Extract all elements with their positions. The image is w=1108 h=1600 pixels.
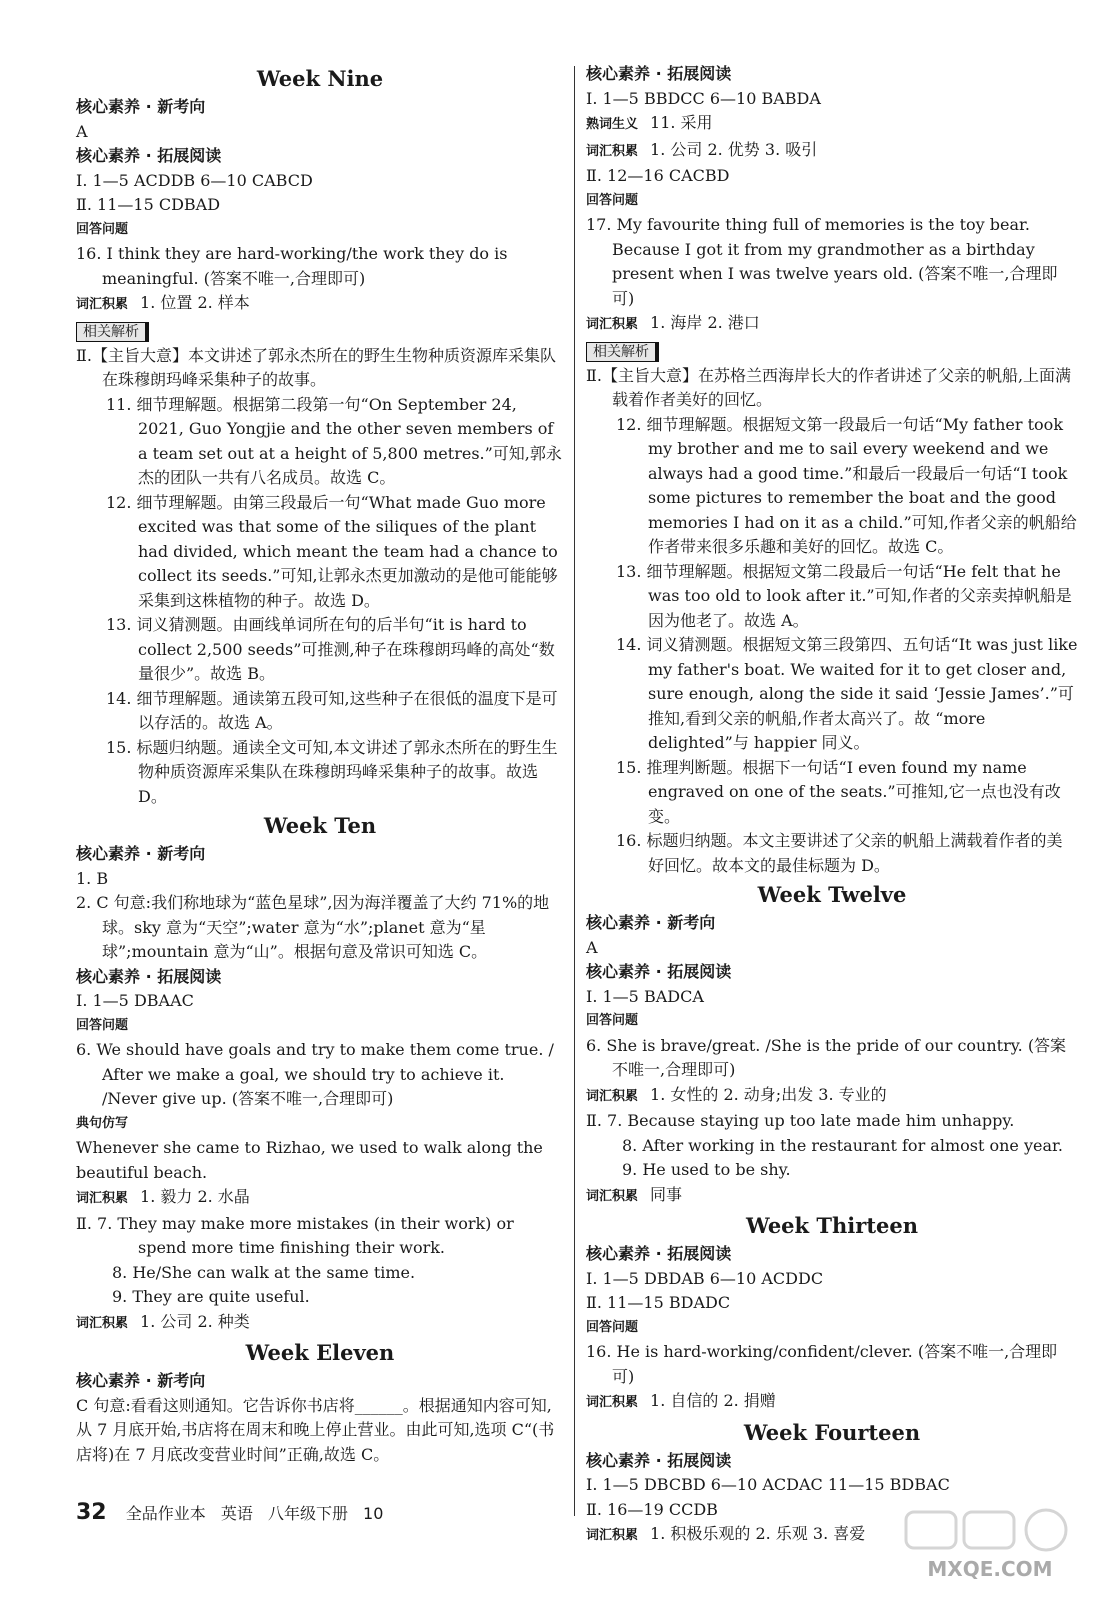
answer-item: 8. He/She can walk at the same time. bbox=[112, 1262, 416, 1282]
answer-item: 6. She is brave/great. /She is the pride of our country. (答案不唯一,合理即可) bbox=[586, 1035, 1067, 1079]
week-eleven-title: Week Eleven bbox=[245, 1340, 395, 1365]
answer-line: Ⅱ. 11—15 BDADC bbox=[586, 1293, 731, 1312]
answer-item: 2. C 句意:我们称地球为“蓝色星球”,因为海洋覆盖了大约 71%的地球。sky 意为“天空”;water 意为“水”;planet 意为“星球”;mountain 意为“山”。根据句意及常识可知选 C。 bbox=[76, 893, 550, 961]
left-column bbox=[76, 62, 564, 1467]
vocab-text: 同事 bbox=[650, 1184, 683, 1204]
answer-item: 6. We should have goals and try to make them come true. / After we make a goal, we should try to achieve it. /Never give up. (答案不唯一,合理即可) bbox=[76, 1040, 554, 1108]
answer-item: 17. My favourite thing full of memories is the toy bear. Because I got it from my grandmother as a birthday present when I was twelve years old. (答案不唯一,合理即可) bbox=[586, 215, 1058, 308]
sub-heading: 回答问题 bbox=[586, 1319, 639, 1335]
analysis-item: 14. 细节理解题。通读第五段可知,这些种子在很低的温度下是可以存活的。故选 A。 bbox=[106, 688, 558, 732]
sub-heading: 熟词生义 bbox=[586, 117, 639, 132]
vocab-line bbox=[586, 311, 1078, 338]
analysis-item: 15. 标题归纳题。通读全文可知,本文讲述了郭永杰所在的野生生物种质资源库采集队在珠穆朗玛峰采集种子的故事。故选 D。 bbox=[106, 737, 558, 806]
answer-line: Ⅰ. 1—5 DBCBD 6—10 ACDAC 11—15 BDBAC bbox=[586, 1475, 950, 1494]
section-heading: 核心素养 · 新考向 bbox=[76, 844, 206, 863]
section-heading: 核心素养 · 新考向 bbox=[76, 97, 206, 116]
sub-heading: 词汇积累 bbox=[76, 297, 129, 312]
vocab-text: 1. 位置 2. 样本 bbox=[140, 293, 250, 312]
answer-line: Ⅱ. 12—16 CACBD bbox=[586, 166, 730, 185]
vocab-text: 1. 女性的 2. 动身;出发 3. 专业的 bbox=[650, 1084, 887, 1104]
answer-line: Ⅰ. 1—5 BADCA bbox=[586, 986, 704, 1006]
section-heading: 核心素养 · 拓展阅读 bbox=[586, 1450, 732, 1470]
section-heading: 核心素养 · 拓展阅读 bbox=[586, 64, 732, 83]
vocab-text: 1. 积极乐观的 2. 乐观 3. 喜爱 bbox=[650, 1524, 866, 1543]
analysis-item: 12. 细节理解题。根据短文第一段最后一句话“My father took my brother and me to sail every weekend and we always had a good time.”和最后一段最后一句话“I took some pictures to remember the boat and the good memories I had on it as a child.”可知,作者父亲的帆船给作者带来很多乐趣和美好的回忆。故选 C。 bbox=[616, 414, 1077, 556]
section-heading: 核心素养 · 拓展阅读 bbox=[76, 966, 222, 986]
analysis-summary: Ⅱ.【主旨大意】本文讲述了郭永杰所在的野生生物种质资源库采集队在珠穆朗玛峰采集种子的故事。 bbox=[76, 345, 556, 389]
answer-item: 8. After working in the restaurant for almost one year. bbox=[622, 1135, 1063, 1155]
answer-line: Ⅰ. 1—5 DBAAC bbox=[76, 991, 194, 1010]
analysis-badge: 相关解析 bbox=[586, 342, 656, 362]
sub-heading: 词汇积累 bbox=[76, 1315, 129, 1331]
vocab-line bbox=[586, 1083, 1078, 1110]
subject-label: 英语 bbox=[220, 1504, 253, 1523]
vocab-text: 1. 毅力 2. 水晶 bbox=[140, 1187, 250, 1206]
vocab-text: 1. 公司 2. 种类 bbox=[140, 1311, 250, 1331]
sub-heading: 词汇积累 bbox=[586, 1395, 639, 1410]
week-fourteen-title: Week Fourteen bbox=[743, 1419, 921, 1445]
vocab-line bbox=[76, 1310, 564, 1337]
sub-heading: 典句仿写 bbox=[76, 1115, 129, 1131]
sub-heading: 回答问题 bbox=[76, 221, 129, 237]
answer-line: Ⅱ. 11—15 CDBAD bbox=[76, 195, 221, 214]
answer-item: C 句意:看看这则通知。它告诉你书店将______。根据通知内容可知,从 7 月底开始,书店将在周末和晚上停止营业。由此可知,选项 C“(书店将)在 7 月底改变营业时间”正确,故选 C。 bbox=[76, 1395, 555, 1464]
vocab-text: 1. 公司 2. 优势 3. 吸引 bbox=[650, 139, 818, 159]
book-title: 全品作业本 bbox=[125, 1504, 206, 1523]
vocab-text: 11. 采用 bbox=[650, 113, 713, 132]
analysis-item: 11. 细节理解题。根据第二段第一句“On September 24, 2021, Guo Yongjie and the other seven members of a team set out at a height of 5,800 metres.”可知,郭永杰的团队一共有八名成员。故选 C。 bbox=[106, 394, 562, 487]
analysis-summary: Ⅱ.【主旨大意】在苏格兰西海岸长大的作者讲述了父亲的帆船,上面满载着作者美好的回忆。 bbox=[586, 365, 1072, 409]
section-heading: 核心素养 · 拓展阅读 bbox=[586, 1244, 732, 1263]
page-footer bbox=[76, 1500, 393, 1525]
week-twelve-title: Week Twelve bbox=[757, 882, 907, 907]
section-heading: 核心素养 · 拓展阅读 bbox=[76, 146, 222, 165]
section-heading: 核心素养 · 新考向 bbox=[76, 1371, 206, 1390]
answer-line: Ⅰ. 1—5 DBDAB 6—10 ACDDC bbox=[586, 1268, 824, 1288]
sub-heading: 词汇积累 bbox=[586, 1528, 639, 1543]
answer-item: 9. He used to be shy. bbox=[622, 1160, 791, 1179]
watermark-site: MXQE.COM bbox=[927, 1557, 1053, 1581]
analysis-item: 13. 细节理解题。根据短文第二段最后一句话“He felt that he was too old to look after it.”可知,作者的父亲卖掉帆船是因为他老了。故选 A。 bbox=[616, 561, 1072, 630]
analysis-item: 14. 词义猜测题。根据短文第三段第四、五句话“It was just like my father's boat. We waited for it to get closer and, sure enough, along the side it said ‘Jessie James’.”可推知,看到父亲的帆船,作者太高兴了。故 “more delighted”与 happier 同义。 bbox=[616, 635, 1078, 752]
answer-item: Ⅱ. 7. Because staying up too late made him unhappy. bbox=[586, 1111, 1015, 1130]
answer-line: A bbox=[76, 121, 88, 141]
analysis-badge: 相关解析 bbox=[76, 322, 146, 342]
answer-line: 1. B bbox=[76, 868, 109, 888]
answer-item: Ⅱ. 7. They may make more mistakes (in their work) or spend more time finishing their work. bbox=[76, 1213, 514, 1257]
vocab-text: 1. 自信的 2. 捐赠 bbox=[650, 1391, 776, 1410]
section-heading: 核心素养 · 新考向 bbox=[586, 913, 716, 932]
answer-item: 16. I think they are hard-working/the work they do is meaningful. (答案不唯一,合理即可) bbox=[76, 244, 508, 288]
vocab-line bbox=[586, 111, 1078, 138]
page-number: 32 bbox=[76, 1500, 107, 1525]
right-column bbox=[586, 62, 1078, 1549]
sub-heading: 词汇积累 bbox=[586, 143, 639, 159]
sub-heading: 回答问题 bbox=[76, 1017, 129, 1033]
sub-heading: 词汇积累 bbox=[586, 317, 639, 332]
answer-line: Ⅱ. 16—19 CCDB bbox=[586, 1499, 718, 1519]
vocab-line bbox=[586, 1183, 1078, 1210]
vocab-line bbox=[76, 291, 564, 318]
answer-line: A bbox=[586, 937, 598, 957]
vocab-line bbox=[586, 1389, 1078, 1416]
grade-label: 八年级下册 bbox=[267, 1504, 348, 1523]
answer-line: Ⅰ. 1—5 ACDDB 6—10 CABCD bbox=[76, 170, 313, 190]
column-divider bbox=[574, 66, 575, 1516]
sub-heading: 回答问题 bbox=[586, 192, 639, 208]
answer-line: Ⅰ. 1—5 BBDCC 6—10 BABDA bbox=[586, 88, 821, 108]
vocab-text: 1. 海岸 2. 港口 bbox=[650, 313, 760, 332]
sub-heading: 词汇积累 bbox=[586, 1188, 639, 1204]
section-heading: 核心素养 · 拓展阅读 bbox=[586, 962, 732, 981]
week-thirteen-title: Week Thirteen bbox=[745, 1213, 919, 1238]
analysis-item: 16. 标题归纳题。本文主要讲述了父亲的帆船上满载着作者的美好回忆。故本文的最佳标题为 D。 bbox=[616, 831, 1063, 875]
vocab-line bbox=[586, 138, 1078, 165]
analysis-item: 15. 推理判断题。根据下一句话“I even found my name engraved on one of the seats.”可推知,它一点也没有改变。 bbox=[616, 757, 1061, 826]
volume-number: 10 bbox=[363, 1504, 384, 1523]
analysis-item: 13. 词义猜测题。由画线单词所在句的后半句“it is hard to collect 2,500 seeds”可推测,种子在珠穆朗玛峰的高处“数量很少”。故选 B。 bbox=[106, 615, 555, 683]
analysis-item: 12. 细节理解题。由第三段最后一句“What made Guo more excited was that some of the siliques of the plant had divided, which meant the team had a chance to collect its seeds.”可知,让郭永杰更加激动的是他可能能够采集到这株植物的种子。故选 D。 bbox=[106, 492, 558, 610]
sub-heading: 词汇积累 bbox=[76, 1191, 129, 1206]
week-ten-title: Week Ten bbox=[263, 813, 377, 838]
watermark-logo bbox=[900, 1506, 1080, 1586]
vocab-line bbox=[76, 1185, 564, 1212]
week-nine-title: Week Nine bbox=[256, 66, 384, 91]
sub-heading: 词汇积累 bbox=[586, 1088, 639, 1104]
answer-item: 16. He is hard-working/confident/clever. (答案不唯一,合理即可) bbox=[586, 1342, 1058, 1386]
answer-item: 9. They are quite useful. bbox=[112, 1287, 310, 1306]
imitation-sentence: Whenever she came to Rizhao, we used to walk along the beautiful beach. bbox=[76, 1138, 543, 1182]
sub-heading: 回答问题 bbox=[586, 1013, 639, 1028]
